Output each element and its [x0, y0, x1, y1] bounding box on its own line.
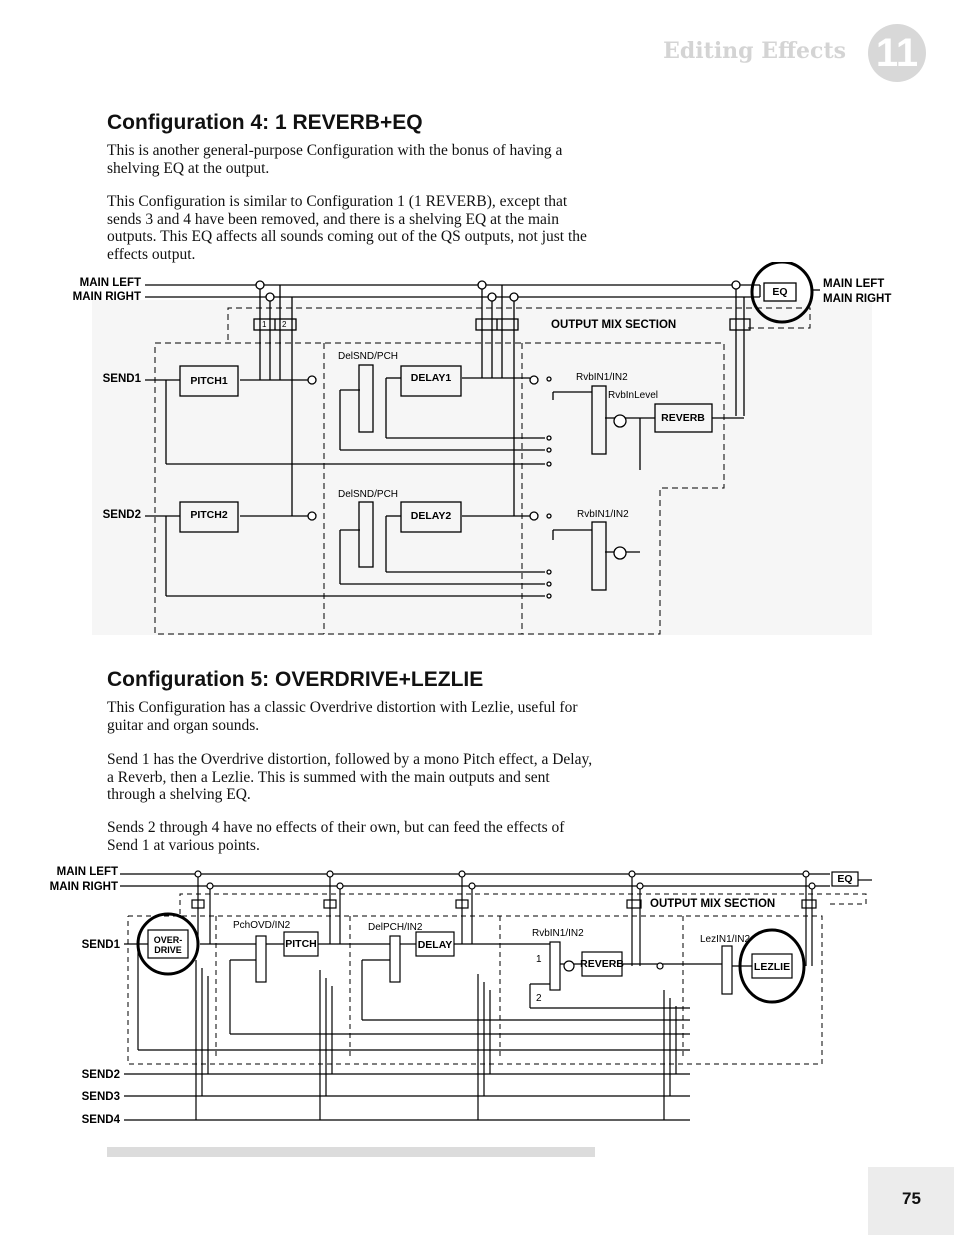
c5-main-right-label: MAIN RIGHT [49, 881, 118, 893]
lezlie-block: LEZLIE [753, 961, 791, 973]
rvbin-label-2: RvbIN1/IN2 [577, 509, 629, 520]
pitch2-block: PITCH2 [190, 509, 228, 521]
rvblevel-label: RvbInLevel [608, 390, 659, 401]
config4-paragraph-1: This is another general-purpose Configuration with the bonus of having a shelving EQ at the output. [107, 142, 563, 177]
config4-paragraph-2: This Configuration is similar to Configuration 1 (1 REVERB), except that sends 3 and 4 have been removed, and there is a shelving EQ at the main outputs. This EQ affects all sounds coming out of the QS outputs, not just the effects output. [107, 193, 587, 263]
main-left-out-label: MAIN LEFT [823, 278, 885, 290]
reverb-block: REVERB [661, 412, 705, 424]
c5-output-mix-label: OUTPUT MIX SECTION [650, 898, 776, 910]
config5-heading: Configuration 5: OVERDRIVE+LEZLIE [107, 668, 484, 691]
footer-divider [107, 1147, 595, 1157]
main-left-label: MAIN LEFT [79, 277, 141, 289]
config5-paragraph-1: This Configuration has a classic Overdrive distortion with Lezlie, useful for guitar and organ sounds. [107, 699, 578, 734]
c5-pitch-block: PITCH [285, 938, 317, 950]
overdrive-block-line2: DRIVE [154, 945, 182, 955]
config4-heading: Configuration 4: 1 REVERB+EQ [107, 111, 423, 134]
config4-diagram [0, 262, 954, 642]
rvb-input-1-label: 1 [536, 954, 542, 965]
section-title: Editing Effects [663, 38, 846, 64]
config5-paragraph-3: Sends 2 through 4 have no effects of their own, but can feed the effects of Send 1 at various points. [107, 819, 565, 854]
mixer-2-label: 2 [282, 320, 287, 329]
pchovd-label: PchOVD/IN2 [233, 920, 291, 931]
overdrive-block-line1: OVER- [153, 935, 183, 945]
c5-send2-label: SEND2 [81, 1069, 120, 1081]
mixer-1-label: 1 [262, 320, 267, 329]
output-mix-label: OUTPUT MIX SECTION [551, 319, 677, 331]
c5-delay-block: DELAY [417, 939, 453, 951]
lezin-label: LezIN1/IN2 [700, 934, 751, 945]
config5-paragraph-2: Send 1 has the Overdrive distortion, followed by a mono Pitch effect, a Delay, a Reverb, then a Lezlie. This is summed with the main outputs and sent through a shelving EQ. [107, 751, 593, 803]
c5-send1-label: SEND1 [81, 939, 120, 951]
pitch1-block: PITCH1 [190, 375, 228, 387]
send2-label: SEND2 [102, 509, 141, 521]
chapter-badge: 11 [868, 24, 926, 82]
delpch-label: DelPCH/IN2 [368, 922, 423, 933]
rvb-input-2-label: 2 [536, 993, 542, 1004]
page-number-box [868, 1167, 954, 1235]
main-right-label: MAIN RIGHT [72, 291, 141, 303]
rvbin-label: RvbIN1/IN2 [532, 928, 584, 939]
c5-eq-block: EQ [837, 873, 853, 885]
delay1-block: DELAY1 [410, 372, 452, 384]
c5-send3-label: SEND3 [81, 1091, 120, 1103]
eq-block: EQ [772, 286, 788, 298]
rvbin-label-1: RvbIN1/IN2 [576, 372, 628, 383]
delsnd-label-2: DelSND/PCH [338, 489, 399, 500]
c5-main-left-label: MAIN LEFT [56, 866, 118, 878]
page-number: 75 [902, 1189, 921, 1208]
main-right-out-label: MAIN RIGHT [823, 293, 892, 305]
config5-diagram [0, 862, 954, 1132]
delay2-block: DELAY2 [410, 510, 452, 522]
c5-reverb-block: REVERB [580, 958, 624, 970]
c5-send4-label: SEND4 [81, 1114, 120, 1126]
delsnd-label-1: DelSND/PCH [338, 351, 399, 362]
send1-label: SEND1 [102, 373, 141, 385]
